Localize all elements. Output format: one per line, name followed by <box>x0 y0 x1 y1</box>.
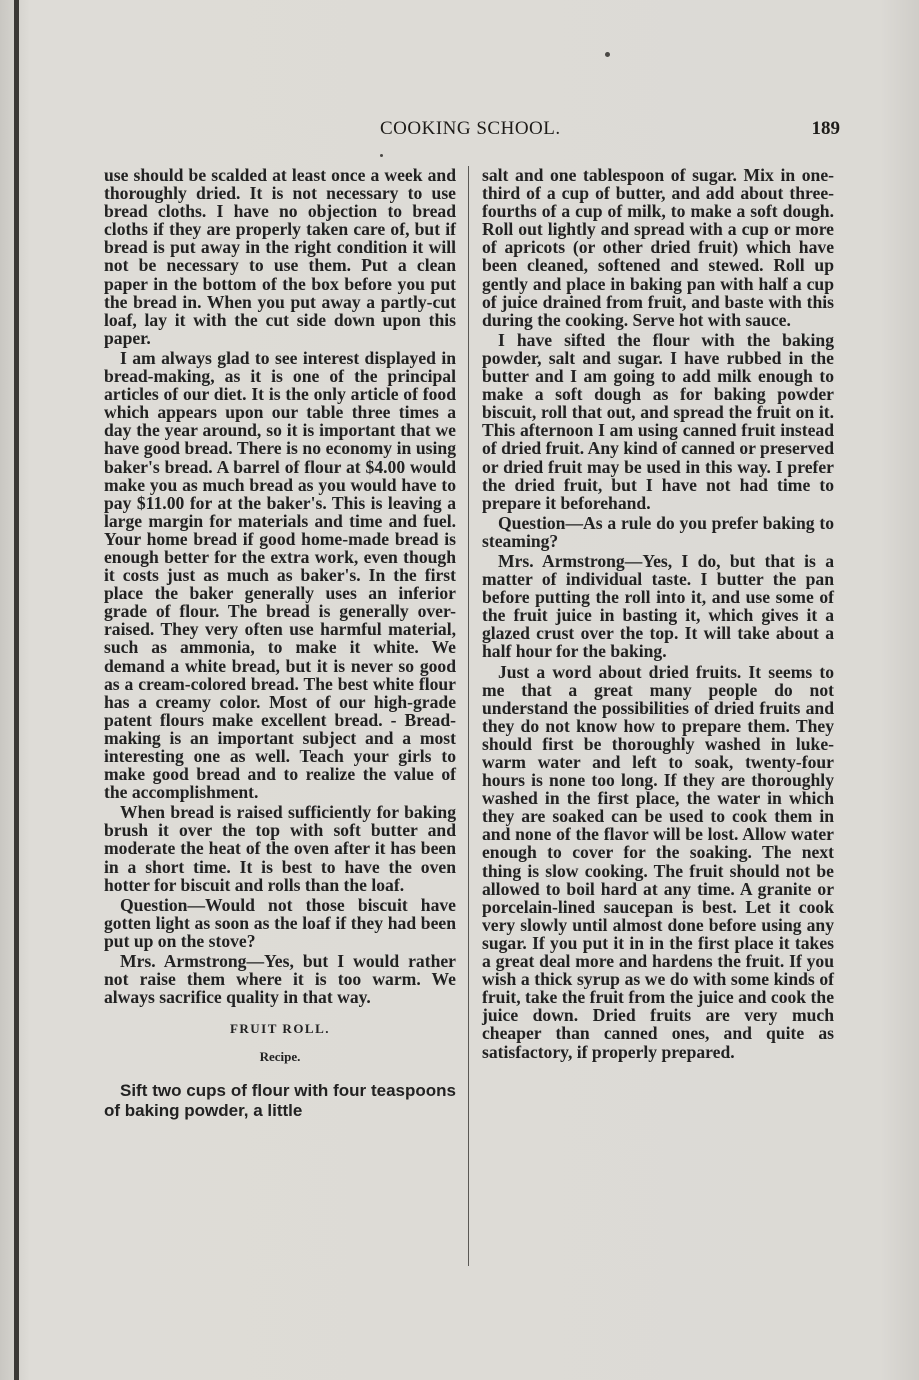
running-head: COOKING SCHOOL. <box>380 118 561 139</box>
left-column <box>104 166 456 1121</box>
column-divider <box>468 166 469 1266</box>
paragraph: When bread is raised sufficiently for baking brush it over the top with soft butter and moderate the heat of the oven after it has been in a short time. It is best to have the oven hotter for biscuit and rolls than the loaf. <box>104 802 456 895</box>
page-binding-edge <box>14 0 19 1380</box>
paragraph: use should be scalded at least once a week and thoroughly dried. It is not necessary to use bread cloths. I have no objection to bread cloths if they are properly taken care of, but if bread is put away in the right condition it will not be necessary to use them. Put a clean paper in the bottom of the box before you put the bread in. When you put away a partly-cut loaf, lay it with the cut side down upon this paper. <box>104 165 456 348</box>
paragraph: salt and one tablespoon of sugar. Mix in one-third of a cup of butter, and add about three-fourths of a cup of milk, to make a soft dough. Roll out lightly and spread with a cup or more of apricots (or other dried fruit) which have been cleaned, softened and stewed. Roll up gently and place in baking pan with half a cup of juice drained from fruit, and baste with this during the cooking. Serve hot with sauce. <box>482 165 834 330</box>
ink-speck <box>605 52 610 57</box>
paragraph: Question—Would not those biscuit have gotten light as soon as the loaf if they had been put up on the stove? <box>104 894 456 951</box>
page-header <box>104 118 844 144</box>
recipe-text: Sift two cups of flour with four teaspoons of baking powder, a little <box>104 1080 456 1120</box>
paragraph: I have sifted the flour with the baking powder, salt and sugar. I have rubbed in the butter and I am going to add milk enough to make a soft dough as for baking powder biscuit, roll that out, and spread the fruit on it. This afternoon I am using canned fruit instead of dried fruit. Any kind of canned or preserved or dried fruit may be used in this way. I prefer the dried fruit, but I have not had time to prepare it beforehand. <box>482 329 834 513</box>
right-column <box>482 166 834 1061</box>
paragraph: Mrs. Armstrong—Yes, but I would rather not raise them where it is too warm. We always sacrifice quality in that way. <box>104 951 456 1008</box>
ink-speck <box>380 154 383 157</box>
page-number: 189 <box>811 118 840 139</box>
paragraph: I am always glad to see interest displayed in bread-making, as it is one of the principal articles of our diet. It is the only article of food which appears upon our table three times a day the year around, so it is important that we have good bread. There is no economy in using baker's bread. A barrel of flour at $4.00 would make you as much bread as you would have to pay $11.00 for at the baker's. This is leaving a large margin for materials and time and fuel. Your home bread if good home-made bread is enough better for the extra work, even though it costs just as much as baker's. In the first place the baker generally uses an inferior grade of flour. The bread is generally over-raised. They very often use harmful material, such as ammonia, to make it white. We demand a white bread, but it is never so good as a cream-colored bread. The best white flour has a creamy color. Most of our high-grade patent flours make excellent bread. - Bread-making is an important subject and a most interesting one as well. Teach your girls to make good bread and to realize the value of the accomplishment. <box>104 347 456 803</box>
paragraph: Mrs. Armstrong—Yes, I do, but that is a matter of individual taste. I butter the pan before putting the roll into it, and use some of the fruit juice in basting it, which gives it a glazed crust over the top. It will take about a half hour for the baking. <box>482 550 834 662</box>
recipe-title: FRUIT ROLL. <box>229 1021 331 1037</box>
paragraph: Question—As a rule do you prefer baking to steaming? <box>482 512 834 551</box>
recipe-subtitle: Recipe. <box>259 1049 301 1065</box>
paragraph: Just a word about dried fruits. It seems to me that a great many people do not understand the possibilities of dried fruits and they do not know how to prepare them. They should first be thoroughly washed in luke-warm water and left to soak, twenty-four hours is none too long. If they are thoroughly washed in the first place, the water in which they are soaked can be used to cook them in and none of the flavor will be lost. Allow water enough to cover for the soaking. The next thing is slow cooking. The fruit should not be allowed to boil hard at any time. A granite or porcelain-lined saucepan is best. Let it cook very slowly until almost done before using any sugar. If you put it in in the first place it takes a great deal more and hardens the fruit. If you wish a thick syrup as we do with some kinds of fruit, take the fruit from the juice and cook the juice down. Dried fruits are very much cheaper than canned ones, and quite as satisfactory, if properly prepared. <box>482 661 834 1062</box>
